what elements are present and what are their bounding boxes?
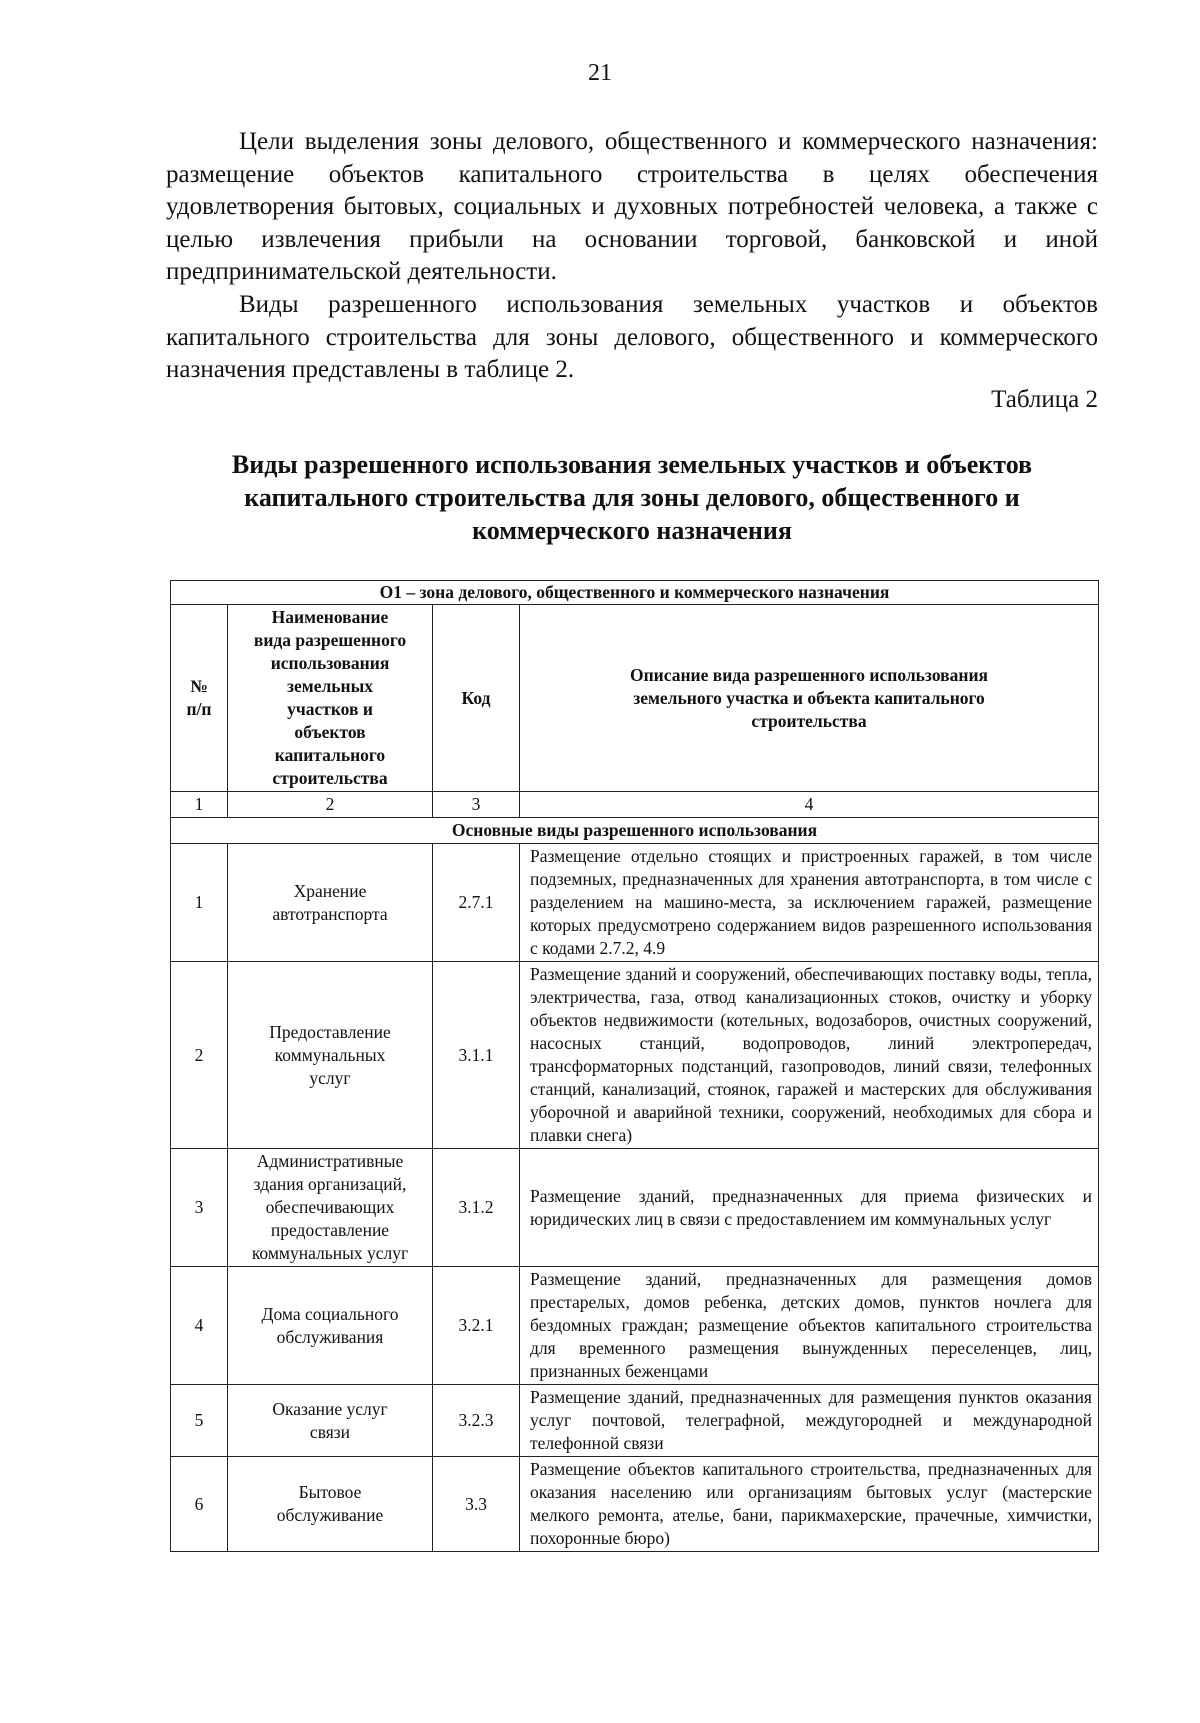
land-use-table: [170, 580, 1099, 1552]
row-num: 3: [171, 1149, 228, 1267]
table-caption: Таблица 2: [991, 386, 1098, 413]
section-row: [171, 818, 1099, 844]
column-header-code: Код: [433, 605, 520, 792]
row-description: Размещение зданий, предназначенных для размещения пунктов оказания услуг почтовой, телеграфной, междугородней и международной телефонной связи: [520, 1385, 1099, 1457]
row-code: 2.7.1: [433, 844, 520, 962]
row-description: Размещение отдельно стоящих и пристроенных гаражей, в том числе подземных, предназначенных для хранения автотранспорта, в том числе с разделением на машино-места, за исключением гаражей, размещение которых предусмотрено содержанием видов разрешенного использования с кодами 2.7.2, 4.9: [520, 844, 1099, 962]
row-name: Административные здания организаций, обеспечивающих предоставление коммунальных услуг: [228, 1149, 433, 1267]
row-num: 1: [171, 844, 228, 962]
column-number: 2: [228, 792, 433, 818]
row-num: 5: [171, 1385, 228, 1457]
column-header-name: Наименование вида разрешенного использования земельных участков и объектов капитального строительства: [228, 605, 433, 792]
table-row: [171, 1267, 1099, 1385]
column-number-row: [171, 792, 1099, 818]
row-name: Хранение автотранспорта: [228, 844, 433, 962]
row-description: Размещение зданий, предназначенных для размещения домов престарелых, домов ребенка, детских домов, пунктов ночлега для бездомных граждан; размещение объектов капитального строительства для временного размещения вынужденных переселенцев, лиц, признанных беженцами: [520, 1267, 1099, 1385]
page-number: 21: [588, 60, 612, 86]
paragraph-text: Цели выделения зоны делового, общественного и коммерческого назначения: размещение объектов капитального строительства в целях обеспечения удовлетворения бытовых, социальных и духовных потребностей человека, а также с целью извлечения прибыли на основании торговой, банковской и иной предпринимательской деятельности.: [166, 128, 1098, 285]
section-main-title: Основные виды разрешенного использования: [171, 818, 1099, 844]
zone-header: О1 – зона делового, общественного и коммерческого назначения: [171, 581, 1099, 605]
column-header-num: № п/п: [171, 605, 228, 792]
row-code: 3.1.1: [433, 962, 520, 1149]
column-number: 1: [171, 792, 228, 818]
row-description: Размещение зданий, предназначенных для приема физических и юридических лиц в связи с предоставлением им коммунальных услуг: [520, 1149, 1099, 1267]
row-code: 3.1.2: [433, 1149, 520, 1267]
row-code: 3.2.1: [433, 1267, 520, 1385]
column-number: 4: [520, 792, 1099, 818]
row-code: 3.2.3: [433, 1385, 520, 1457]
table-row: [171, 1149, 1099, 1267]
intro-paragraph-1: [166, 126, 1098, 289]
intro-paragraph-2: [166, 289, 1098, 387]
row-name: Бытовое обслуживание: [228, 1457, 433, 1552]
table-row: [171, 962, 1099, 1149]
table-title: Виды разрешенного использования земельных участков и объектов капитального строительства для зоны делового, общественного и коммерческого назначения: [231, 450, 1033, 545]
row-name: Оказание услуг связи: [228, 1385, 433, 1457]
column-header-row: [171, 605, 1099, 792]
row-num: 2: [171, 962, 228, 1149]
row-num: 6: [171, 1457, 228, 1552]
paragraph-text: Виды разрешенного использования земельных участков и объектов капитального строительства для зоны делового, общественного и коммерческого назначения представлены в таблице 2.: [166, 291, 1098, 383]
row-num: 4: [171, 1267, 228, 1385]
row-name: Предоставление коммунальных услуг: [228, 962, 433, 1149]
zone-header-row: [171, 581, 1099, 605]
table-row: [171, 844, 1099, 962]
column-number: 3: [433, 792, 520, 818]
table-row: [171, 1385, 1099, 1457]
column-header-desc: Описание вида разрешенного использования земельного участка и объекта капитального строительства: [520, 605, 1099, 792]
row-description: Размещение зданий и сооружений, обеспечивающих поставку воды, тепла, электричества, газа, отвод канализационных стоков, очистку и уборку объектов недвижимости (котельных, водозаборов, очистных сооружений, насосных станций, водопроводов, линий электропередач, трансформаторных подстанций, газопроводов, линий связи, телефонных станций, канализаций, стоянок, гаражей и мастерских для обслуживания уборочной и аварийной техники, сооружений, необходимых для сбора и плавки снега): [520, 962, 1099, 1149]
row-name: Дома социального обслуживания: [228, 1267, 433, 1385]
row-code: 3.3: [433, 1457, 520, 1552]
row-description: Размещение объектов капитального строительства, предназначенных для оказания населению или организациям бытовых услуг (мастерские мелкого ремонта, ателье, бани, парикмахерские, прачечные, химчистки, похоронные бюро): [520, 1457, 1099, 1552]
table-row: [171, 1457, 1099, 1552]
